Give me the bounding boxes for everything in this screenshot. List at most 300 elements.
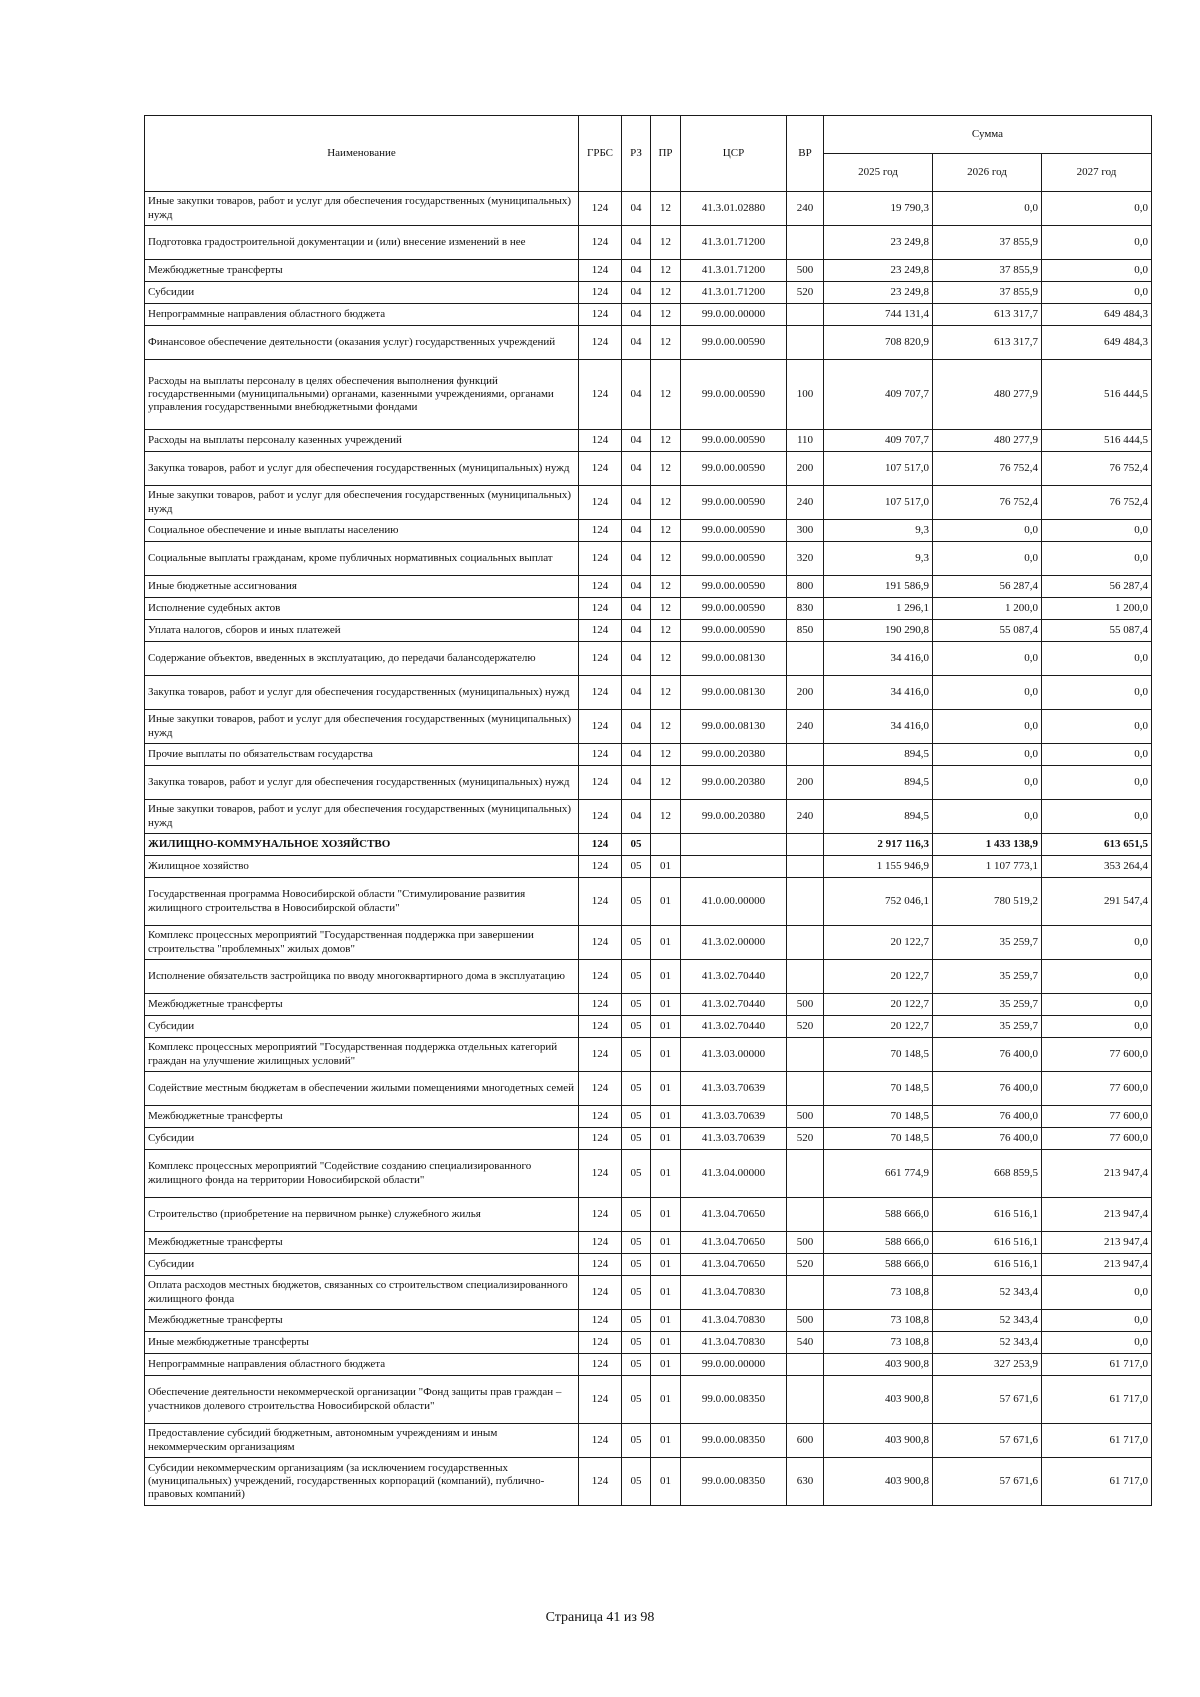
- cell-csr: 99.0.00.00590: [681, 520, 787, 542]
- table-row: [145, 1232, 1152, 1254]
- cell-vr: 630: [787, 1458, 824, 1506]
- cell-2026: 52 343,4: [933, 1276, 1042, 1310]
- cell-rz: 05: [622, 1038, 651, 1072]
- cell-pr: 12: [651, 710, 681, 744]
- cell-rz: 04: [622, 576, 651, 598]
- cell-pr: 12: [651, 744, 681, 766]
- cell-name: Предоставление субсидий бюджетным, автономным учреждениям и иным некоммерческим организациям: [145, 1424, 579, 1458]
- cell-2025: 2 917 116,3: [824, 834, 933, 856]
- cell-pr: 12: [651, 304, 681, 326]
- cell-2025: 73 108,8: [824, 1310, 933, 1332]
- cell-2025: 70 148,5: [824, 1106, 933, 1128]
- cell-grbs: 124: [579, 430, 622, 452]
- cell-2027: 55 087,4: [1042, 620, 1152, 642]
- cell-pr: 01: [651, 926, 681, 960]
- cell-2027: 353 264,4: [1042, 856, 1152, 878]
- cell-2025: 409 707,7: [824, 360, 933, 430]
- cell-csr: 99.0.00.20380: [681, 766, 787, 800]
- header-year-2027: 2027 год: [1042, 154, 1152, 192]
- cell-2026: 35 259,7: [933, 994, 1042, 1016]
- cell-rz: 05: [622, 1276, 651, 1310]
- cell-2025: 744 131,4: [824, 304, 933, 326]
- cell-rz: 04: [622, 452, 651, 486]
- cell-vr: 240: [787, 486, 824, 520]
- cell-grbs: 124: [579, 542, 622, 576]
- cell-csr: 99.0.00.00590: [681, 576, 787, 598]
- cell-2027: 613 651,5: [1042, 834, 1152, 856]
- cell-vr: 500: [787, 1106, 824, 1128]
- cell-2025: 190 290,8: [824, 620, 933, 642]
- cell-name: Субсидии: [145, 282, 579, 304]
- cell-2025: 20 122,7: [824, 960, 933, 994]
- table-row: [145, 834, 1152, 856]
- cell-csr: 99.0.00.00000: [681, 1354, 787, 1376]
- cell-pr: 01: [651, 1354, 681, 1376]
- cell-2025: 20 122,7: [824, 926, 933, 960]
- cell-2025: 588 666,0: [824, 1254, 933, 1276]
- cell-2025: 403 900,8: [824, 1354, 933, 1376]
- cell-rz: 05: [622, 960, 651, 994]
- cell-rz: 04: [622, 520, 651, 542]
- cell-name: Расходы на выплаты персоналу казенных учреждений: [145, 430, 579, 452]
- cell-pr: 01: [651, 1424, 681, 1458]
- cell-grbs: 124: [579, 1198, 622, 1232]
- cell-2026: 76 400,0: [933, 1038, 1042, 1072]
- cell-2025: 34 416,0: [824, 642, 933, 676]
- cell-2027: 0,0: [1042, 542, 1152, 576]
- cell-rz: 04: [622, 326, 651, 360]
- cell-name: Межбюджетные трансферты: [145, 1310, 579, 1332]
- cell-csr: [681, 834, 787, 856]
- cell-vr: 240: [787, 710, 824, 744]
- cell-name: Иные закупки товаров, работ и услуг для обеспечения государственных (муниципальных) нужд: [145, 192, 579, 226]
- cell-pr: 01: [651, 960, 681, 994]
- cell-vr: 240: [787, 800, 824, 834]
- cell-rz: 04: [622, 360, 651, 430]
- cell-grbs: 124: [579, 766, 622, 800]
- header-name: Наименование: [145, 116, 579, 192]
- cell-rz: 05: [622, 1016, 651, 1038]
- cell-grbs: 124: [579, 1254, 622, 1276]
- cell-2025: 73 108,8: [824, 1276, 933, 1310]
- cell-pr: 12: [651, 800, 681, 834]
- cell-grbs: 124: [579, 710, 622, 744]
- cell-2025: 9,3: [824, 520, 933, 542]
- table-row: [145, 542, 1152, 576]
- cell-name: Прочие выплаты по обязательствам государства: [145, 744, 579, 766]
- table-row: [145, 520, 1152, 542]
- cell-csr: 99.0.00.00590: [681, 360, 787, 430]
- header-sum: Сумма: [824, 116, 1152, 154]
- header-rz: РЗ: [622, 116, 651, 192]
- cell-csr: 41.0.00.00000: [681, 878, 787, 926]
- cell-rz: 04: [622, 800, 651, 834]
- cell-2027: 0,0: [1042, 744, 1152, 766]
- cell-grbs: 124: [579, 620, 622, 642]
- cell-rz: 05: [622, 1106, 651, 1128]
- cell-grbs: 124: [579, 1376, 622, 1424]
- cell-name: Закупка товаров, работ и услуг для обеспечения государственных (муниципальных) нужд: [145, 766, 579, 800]
- cell-2027: 0,0: [1042, 926, 1152, 960]
- cell-name: Комплекс процессных мероприятий "Содействие созданию специализированного жилищного фонда на территории Новосибирской области": [145, 1150, 579, 1198]
- cell-vr: [787, 1354, 824, 1376]
- cell-2027: 77 600,0: [1042, 1106, 1152, 1128]
- cell-grbs: 124: [579, 1128, 622, 1150]
- table-row: [145, 800, 1152, 834]
- cell-rz: 04: [622, 676, 651, 710]
- cell-2026: 0,0: [933, 642, 1042, 676]
- cell-grbs: 124: [579, 1232, 622, 1254]
- cell-2026: 35 259,7: [933, 1016, 1042, 1038]
- cell-name: Иные межбюджетные трансферты: [145, 1332, 579, 1354]
- cell-csr: 41.3.02.70440: [681, 1016, 787, 1038]
- cell-2027: 0,0: [1042, 642, 1152, 676]
- cell-2027: 77 600,0: [1042, 1128, 1152, 1150]
- cell-vr: 100: [787, 360, 824, 430]
- cell-pr: 01: [651, 1254, 681, 1276]
- cell-2026: 56 287,4: [933, 576, 1042, 598]
- table-row: [145, 620, 1152, 642]
- cell-pr: 01: [651, 1376, 681, 1424]
- cell-name: Исполнение обязательств застройщика по вводу многоквартирного дома в эксплуатацию: [145, 960, 579, 994]
- cell-vr: 200: [787, 452, 824, 486]
- cell-grbs: 124: [579, 856, 622, 878]
- cell-csr: 41.3.03.70639: [681, 1106, 787, 1128]
- table-row: [145, 856, 1152, 878]
- cell-2025: 70 148,5: [824, 1038, 933, 1072]
- cell-2026: 0,0: [933, 744, 1042, 766]
- cell-2026: 616 516,1: [933, 1254, 1042, 1276]
- cell-2027: 0,0: [1042, 282, 1152, 304]
- cell-name: Иные бюджетные ассигнования: [145, 576, 579, 598]
- cell-2025: 191 586,9: [824, 576, 933, 598]
- cell-2025: 107 517,0: [824, 486, 933, 520]
- table-row: [145, 1458, 1152, 1506]
- cell-2027: 0,0: [1042, 260, 1152, 282]
- cell-grbs: 124: [579, 326, 622, 360]
- cell-csr: 41.3.04.70830: [681, 1276, 787, 1310]
- cell-name: Исполнение судебных актов: [145, 598, 579, 620]
- cell-name: Непрограммные направления областного бюджета: [145, 1354, 579, 1376]
- cell-pr: 01: [651, 1072, 681, 1106]
- cell-2027: 76 752,4: [1042, 452, 1152, 486]
- cell-2026: 57 671,6: [933, 1458, 1042, 1506]
- table-row: [145, 1276, 1152, 1310]
- cell-vr: 500: [787, 1232, 824, 1254]
- table-row: [145, 598, 1152, 620]
- header-csr: ЦСР: [681, 116, 787, 192]
- cell-vr: 850: [787, 620, 824, 642]
- cell-2026: 480 277,9: [933, 360, 1042, 430]
- cell-name: Финансовое обеспечение деятельности (оказания услуг) государственных учреждений: [145, 326, 579, 360]
- table-row: [145, 1424, 1152, 1458]
- cell-csr: 41.3.03.70639: [681, 1128, 787, 1150]
- page-number: Страница 41 из 98: [545, 1610, 655, 1625]
- cell-csr: 99.0.00.08350: [681, 1376, 787, 1424]
- table-row: [145, 1254, 1152, 1276]
- cell-grbs: 124: [579, 1354, 622, 1376]
- cell-csr: 99.0.00.08130: [681, 710, 787, 744]
- cell-grbs: 124: [579, 834, 622, 856]
- table-row: [145, 1150, 1152, 1198]
- cell-vr: 600: [787, 1424, 824, 1458]
- cell-vr: 520: [787, 1128, 824, 1150]
- table-row: [145, 430, 1152, 452]
- table-row: [145, 1016, 1152, 1038]
- cell-vr: [787, 1150, 824, 1198]
- cell-name: Содержание объектов, введенных в эксплуатацию, до передачи балансодержателю: [145, 642, 579, 676]
- cell-rz: 05: [622, 1458, 651, 1506]
- cell-grbs: 124: [579, 598, 622, 620]
- cell-rz: 05: [622, 1128, 651, 1150]
- cell-2026: 76 400,0: [933, 1072, 1042, 1106]
- budget-table: [144, 115, 1152, 1506]
- table-row: [145, 766, 1152, 800]
- cell-pr: 01: [651, 1128, 681, 1150]
- cell-grbs: 124: [579, 1072, 622, 1106]
- cell-vr: [787, 304, 824, 326]
- cell-csr: 99.0.00.00590: [681, 542, 787, 576]
- cell-2027: 516 444,5: [1042, 360, 1152, 430]
- cell-2025: 1 155 946,9: [824, 856, 933, 878]
- cell-2026: 480 277,9: [933, 430, 1042, 452]
- cell-vr: [787, 1376, 824, 1424]
- cell-name: Обеспечение деятельности некоммерческой организации "Фонд защиты прав граждан – участников долевого строительства Новосибирской области": [145, 1376, 579, 1424]
- cell-rz: 04: [622, 304, 651, 326]
- table-row: [145, 878, 1152, 926]
- cell-rz: 04: [622, 192, 651, 226]
- cell-2026: 37 855,9: [933, 260, 1042, 282]
- cell-grbs: 124: [579, 960, 622, 994]
- cell-rz: 04: [622, 260, 651, 282]
- cell-vr: 520: [787, 1254, 824, 1276]
- table-row: [145, 1106, 1152, 1128]
- cell-vr: [787, 642, 824, 676]
- cell-grbs: 124: [579, 304, 622, 326]
- cell-2025: 34 416,0: [824, 676, 933, 710]
- cell-grbs: 124: [579, 744, 622, 766]
- header-year-2026: 2026 год: [933, 154, 1042, 192]
- cell-vr: 800: [787, 576, 824, 598]
- cell-rz: 04: [622, 282, 651, 304]
- cell-csr: 41.3.03.00000: [681, 1038, 787, 1072]
- cell-2025: 23 249,8: [824, 260, 933, 282]
- cell-vr: [787, 834, 824, 856]
- cell-pr: 01: [651, 1310, 681, 1332]
- cell-2027: 213 947,4: [1042, 1232, 1152, 1254]
- table-row: [145, 1376, 1152, 1424]
- cell-2027: 516 444,5: [1042, 430, 1152, 452]
- cell-2026: 616 516,1: [933, 1232, 1042, 1254]
- cell-rz: 04: [622, 766, 651, 800]
- cell-2027: 213 947,4: [1042, 1198, 1152, 1232]
- cell-2027: 0,0: [1042, 1276, 1152, 1310]
- cell-csr: 41.3.04.70830: [681, 1332, 787, 1354]
- table-row: [145, 926, 1152, 960]
- cell-rz: 05: [622, 878, 651, 926]
- cell-name: Субсидии: [145, 1128, 579, 1150]
- cell-name: Социальное обеспечение и иные выплаты населению: [145, 520, 579, 542]
- cell-grbs: 124: [579, 260, 622, 282]
- cell-pr: 12: [651, 766, 681, 800]
- cell-pr: 01: [651, 856, 681, 878]
- cell-2025: 894,5: [824, 766, 933, 800]
- cell-2025: 70 148,5: [824, 1072, 933, 1106]
- cell-grbs: 124: [579, 486, 622, 520]
- cell-grbs: 124: [579, 642, 622, 676]
- cell-rz: 05: [622, 1310, 651, 1332]
- cell-csr: 41.3.02.70440: [681, 994, 787, 1016]
- cell-pr: 01: [651, 1458, 681, 1506]
- cell-name: Расходы на выплаты персоналу в целях обеспечения выполнения функций государственными (муниципальными) органами, казенными учреждениями, органами управления государственными внебюджетными фондами: [145, 360, 579, 430]
- table-row: [145, 744, 1152, 766]
- cell-grbs: 124: [579, 676, 622, 710]
- cell-name: Субсидии: [145, 1254, 579, 1276]
- cell-name: Комплекс процессных мероприятий "Государственная поддержка при завершении строительства "проблемных" жилых домов": [145, 926, 579, 960]
- cell-2027: 61 717,0: [1042, 1458, 1152, 1506]
- cell-2027: 76 752,4: [1042, 486, 1152, 520]
- cell-pr: 01: [651, 1150, 681, 1198]
- cell-csr: 41.3.04.70650: [681, 1232, 787, 1254]
- cell-2025: 1 296,1: [824, 598, 933, 620]
- table-row: [145, 360, 1152, 430]
- cell-2026: 0,0: [933, 676, 1042, 710]
- table-row: [145, 304, 1152, 326]
- cell-2027: 0,0: [1042, 1016, 1152, 1038]
- cell-vr: 830: [787, 598, 824, 620]
- cell-2027: 77 600,0: [1042, 1038, 1152, 1072]
- cell-2025: 409 707,7: [824, 430, 933, 452]
- cell-grbs: 124: [579, 360, 622, 430]
- cell-rz: 04: [622, 642, 651, 676]
- cell-pr: 01: [651, 994, 681, 1016]
- cell-rz: 05: [622, 994, 651, 1016]
- cell-2027: 0,0: [1042, 800, 1152, 834]
- cell-2027: 0,0: [1042, 520, 1152, 542]
- cell-rz: 05: [622, 1332, 651, 1354]
- cell-name: Комплекс процессных мероприятий "Государственная поддержка отдельных категорий граждан на улучшение жилищных условий": [145, 1038, 579, 1072]
- cell-csr: 41.3.01.71200: [681, 260, 787, 282]
- cell-2026: 1 107 773,1: [933, 856, 1042, 878]
- cell-name: Межбюджетные трансферты: [145, 994, 579, 1016]
- cell-csr: 99.0.00.00590: [681, 326, 787, 360]
- cell-vr: 500: [787, 994, 824, 1016]
- cell-vr: [787, 226, 824, 260]
- cell-pr: 01: [651, 1232, 681, 1254]
- table-row: [145, 1072, 1152, 1106]
- cell-vr: 200: [787, 766, 824, 800]
- cell-csr: 41.3.04.70650: [681, 1254, 787, 1276]
- cell-name: ЖИЛИЩНО-КОММУНАЛЬНОЕ ХОЗЯЙСТВО: [145, 834, 579, 856]
- cell-grbs: 124: [579, 1016, 622, 1038]
- cell-pr: 12: [651, 620, 681, 642]
- cell-grbs: 124: [579, 192, 622, 226]
- cell-pr: 01: [651, 1106, 681, 1128]
- cell-rz: 05: [622, 1198, 651, 1232]
- cell-name: Межбюджетные трансферты: [145, 1106, 579, 1128]
- cell-name: Содействие местным бюджетам в обеспечении жилыми помещениями многодетных семей: [145, 1072, 579, 1106]
- cell-vr: 200: [787, 676, 824, 710]
- cell-2025: 752 046,1: [824, 878, 933, 926]
- cell-pr: 12: [651, 576, 681, 598]
- cell-rz: 04: [622, 542, 651, 576]
- cell-vr: [787, 744, 824, 766]
- cell-grbs: 124: [579, 226, 622, 260]
- cell-pr: 01: [651, 1016, 681, 1038]
- cell-grbs: 124: [579, 452, 622, 486]
- cell-rz: 05: [622, 1424, 651, 1458]
- table-row: [145, 960, 1152, 994]
- cell-2027: 0,0: [1042, 766, 1152, 800]
- table-row: [145, 1354, 1152, 1376]
- cell-csr: 99.0.00.00590: [681, 620, 787, 642]
- cell-name: Иные закупки товаров, работ и услуг для обеспечения государственных (муниципальных) нужд: [145, 710, 579, 744]
- cell-2027: 61 717,0: [1042, 1376, 1152, 1424]
- cell-rz: 04: [622, 430, 651, 452]
- cell-2027: 0,0: [1042, 710, 1152, 744]
- cell-2026: 0,0: [933, 520, 1042, 542]
- cell-csr: 41.3.01.71200: [681, 282, 787, 304]
- table-row: [145, 1332, 1152, 1354]
- cell-2026: 1 433 138,9: [933, 834, 1042, 856]
- cell-grbs: 124: [579, 1276, 622, 1310]
- table-row: [145, 642, 1152, 676]
- cell-2025: 894,5: [824, 744, 933, 766]
- cell-2026: 52 343,4: [933, 1310, 1042, 1332]
- table-row: [145, 994, 1152, 1016]
- cell-name: Межбюджетные трансферты: [145, 1232, 579, 1254]
- cell-2025: 70 148,5: [824, 1128, 933, 1150]
- cell-2025: 19 790,3: [824, 192, 933, 226]
- cell-pr: 12: [651, 520, 681, 542]
- cell-2025: 73 108,8: [824, 1332, 933, 1354]
- cell-pr: 12: [651, 192, 681, 226]
- cell-vr: [787, 960, 824, 994]
- cell-grbs: 124: [579, 1038, 622, 1072]
- cell-2025: 894,5: [824, 800, 933, 834]
- cell-rz: 04: [622, 598, 651, 620]
- cell-pr: 12: [651, 360, 681, 430]
- cell-csr: 99.0.00.08130: [681, 642, 787, 676]
- table-row: [145, 226, 1152, 260]
- cell-vr: 500: [787, 1310, 824, 1332]
- cell-vr: 520: [787, 282, 824, 304]
- cell-csr: [681, 856, 787, 878]
- cell-pr: 12: [651, 430, 681, 452]
- cell-name: Иные закупки товаров, работ и услуг для обеспечения государственных (муниципальных) нужд: [145, 800, 579, 834]
- cell-rz: 05: [622, 1072, 651, 1106]
- cell-rz: 05: [622, 834, 651, 856]
- cell-pr: 12: [651, 642, 681, 676]
- cell-2026: 76 752,4: [933, 486, 1042, 520]
- cell-vr: [787, 856, 824, 878]
- cell-vr: 540: [787, 1332, 824, 1354]
- cell-2027: 56 287,4: [1042, 576, 1152, 598]
- cell-2027: 649 484,3: [1042, 326, 1152, 360]
- cell-name: Межбюджетные трансферты: [145, 260, 579, 282]
- cell-2027: 0,0: [1042, 1332, 1152, 1354]
- cell-rz: 04: [622, 710, 651, 744]
- cell-2027: 291 547,4: [1042, 878, 1152, 926]
- cell-2027: 649 484,3: [1042, 304, 1152, 326]
- cell-vr: [787, 326, 824, 360]
- cell-2026: 327 253,9: [933, 1354, 1042, 1376]
- cell-pr: 12: [651, 452, 681, 486]
- cell-vr: 320: [787, 542, 824, 576]
- cell-2026: 668 859,5: [933, 1150, 1042, 1198]
- cell-grbs: 124: [579, 994, 622, 1016]
- cell-grbs: 124: [579, 878, 622, 926]
